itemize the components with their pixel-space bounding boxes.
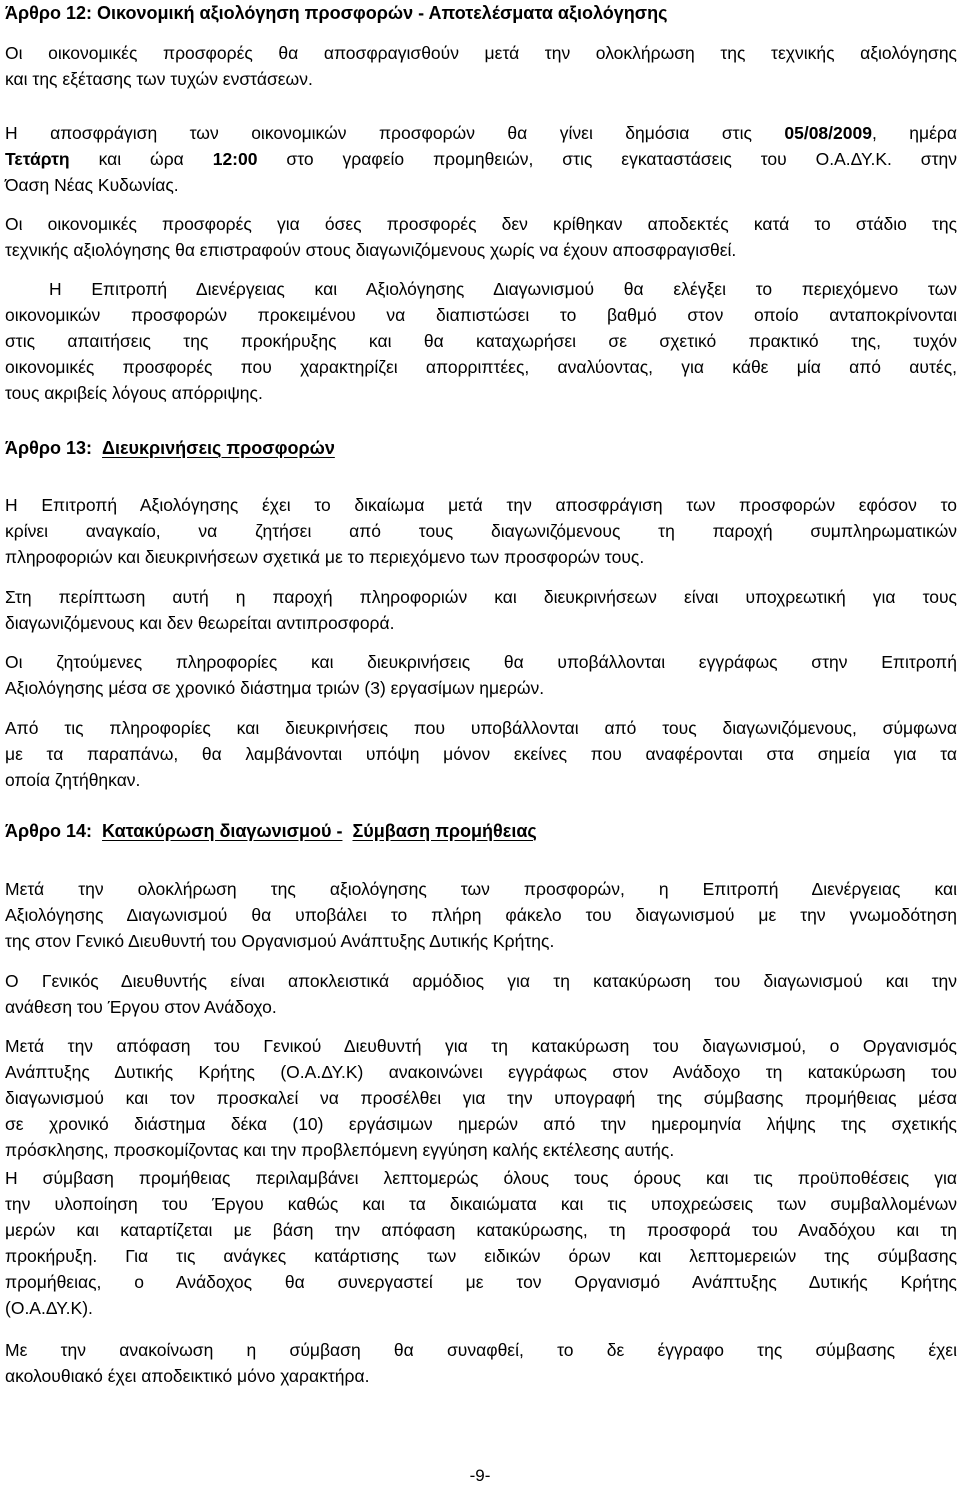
text-line (5, 120, 957, 146)
page-number: -9- (469, 1466, 491, 1485)
text-line: κρίνει αναγκαίο, να ζητήσει από τους διαγωνιζόμενους τη παροχή συμπληρωματικών (5, 521, 957, 541)
text-line: οποία ζητήθηκαν. (5, 770, 141, 790)
text-line: Η Επιτροπή Αξιολόγησης έχει το δικαίωμα μετά την αποσφράγιση των προσφορών εφόσον το (5, 495, 957, 515)
article-13-paragraph-4 (5, 715, 957, 793)
text-line: Μετά την απόφαση του Γενικού Διευθυντή για τη κατακύρωση του διαγωνισμού, ο Οργανισμός (5, 1036, 957, 1056)
article-14-paragraph-1 (5, 876, 957, 954)
text-line: Η Επιτροπή Διενέργειας και Αξιολόγησης Διαγωνισμού θα ελέγξει το περιεχόμενο των (49, 279, 957, 299)
text-line: Στη περίπτωση αυτή η παροχή πληροφοριών και διευκρινήσεων είναι υποχρεωτική για τους (5, 587, 957, 607)
text-line: τους ακριβείς λόγους απόρριψης. (5, 383, 263, 403)
text-line: Από τις πληροφορίες και διευκρινήσεις που υποβάλλονται από τους διαγωνιζόμενους, σύμφωνα (5, 718, 957, 738)
text-line: και της εξέτασης των τυχών ενστάσεων. (5, 69, 313, 89)
text-line: της στον Γενικό Διευθυντή του Οργανισμού Ανάπτυξης Δυτικής Κρήτης. (5, 931, 555, 951)
heading-title: Κατακύρωση διαγωνισμού - (102, 821, 343, 841)
text-fragment: , ημέρα (871, 123, 957, 143)
text-line: προκήρυξη. Για τις ανάγκες κατάρτισης των ειδικών όρων και λεπτομερειών της σύμβασης (5, 1246, 957, 1266)
text-line: Ανάπτυξης Δυτικής Κρήτης (Ο.Α.ΔΥ.Κ) ανακοινώνει εγγράφως στον Ανάδοχο τη κατακύρωση του (5, 1062, 957, 1082)
text-line: στις απαιτήσεις της προκήρυξης και θα καταχωρήσει σε σχετικό πρακτικό της, τυχόν (5, 331, 957, 351)
heading-prefix: Άρθρο 14: (5, 821, 93, 841)
opening-time: 12:00 (212, 149, 258, 169)
article-12-paragraph-1 (5, 40, 957, 92)
text-fragment: στο γραφείο προμηθειών, στις εγκαταστάσεις του Ο.Α.ΔΥ.Κ. στην (257, 149, 957, 169)
article-14-heading (5, 818, 957, 844)
article-12-paragraph-4 (5, 276, 957, 406)
text-line: ανάθεση του Έργου στον Ανάδοχο. (5, 997, 277, 1017)
article-14-paragraph-4 (5, 1165, 957, 1321)
text-line: ακολουθιακό έχει αποδεικτικό μόνο χαρακτήρα. (5, 1366, 370, 1386)
text-line: Η σύμβαση προμήθειας περιλαμβάνει λεπτομερώς όλους τους όρους και τις προϋποθέσεις για (5, 1168, 957, 1188)
text-line: Οι οικονομικές προσφορές θα αποσφραγισθούν μετά την ολοκλήρωση της τεχνικής αξιολόγησης (5, 43, 957, 63)
text-line: με τα παραπάνω, θα λαμβάνονται υπόψη μόνον εκείνες που αναφέρονται στα σημεία για τα (5, 744, 957, 764)
text-line: τεχνικής αξιολόγησης θα επιστραφούν στους διαγωνιζόμενους χωρίς να έχουν αποσφραγισθεί. (5, 240, 737, 260)
text-line: Αξιολόγησης μέσα σε χρονικό διάστημα τριών (3) εργασίμων ημερών. (5, 678, 545, 698)
heading-title: Διευκρινήσεις προσφορών (102, 438, 335, 458)
text-line: την υλοποίηση του Έργου καθώς και τα δικαιώματα και τις υποχρεώσεις των συμβαλλομένων (5, 1194, 957, 1214)
article-12-paragraph-2 (5, 120, 957, 198)
text-line: οικονομικών προσφορών προκειμένου να διαπιστώσει το βαθμό στον οποίο ανταποκρίνονται (5, 305, 957, 325)
article-14-paragraph-3 (5, 1033, 957, 1163)
text-fragment: Η αποσφράγιση των οικονομικών προσφορών θα γίνει δημόσια στις (5, 123, 785, 143)
text-line: διαγωνιζόμενους και δεν θεωρείται αντιπροσφορά. (5, 613, 395, 633)
text-line: διαγωνισμού και τον προσκαλεί να προσέλθει για την υπογραφή της σύμβασης προμήθειας μέσα (5, 1088, 957, 1108)
text-line: σε χρονικό διάστημα δέκα (10) εργάσιμων ημερών από την ημερομηνία λήψης της σχετικής (5, 1114, 957, 1134)
text-line: Οι ζητούμενες πληροφορίες και διευκρινήσεις θα υποβάλλονται εγγράφως στην Επιτροπή (5, 652, 957, 672)
text-line: (Ο.Α.ΔΥ.Κ). (5, 1298, 93, 1318)
text-line: πληροφοριών και διευκρινήσεων σχετικά με το περιεχόμενο των προσφορών τους. (5, 547, 645, 567)
text-fragment: και ώρα (69, 149, 213, 169)
text-line: προμήθειας, ο Ανάδοχος θα συνεργαστεί με τον Οργανισμό Ανάπτυξης Δυτικής Κρήτης (5, 1272, 957, 1292)
article-14-paragraph-5 (5, 1337, 957, 1389)
text-line: Αξιολόγησης Διαγωνισμού θα υποβάλει το πλήρη φάκελο του διαγωνισμού με την γνωμοδότηση (5, 905, 957, 925)
text-line: μερών και καταρτίζεται με βάση την απόφαση κατακύρωσης, τη προσφορά του Αναδόχου και τη (5, 1220, 957, 1240)
text-line: οικονομικές προσφορές που χαρακτηρίζει απορριπτέες, αναλύοντας, για κάθε μία από αυτές, (5, 357, 957, 377)
text-line: Όαση Νέας Κυδωνίας. (5, 175, 179, 195)
article-12-heading: Άρθρο 12: Οικονομική αξιολόγηση προσφορών - Αποτελέσματα αξιολόγησης (5, 3, 668, 23)
article-13-paragraph-2 (5, 584, 957, 636)
heading-prefix: Άρθρο 13: (5, 438, 93, 458)
text-line (5, 146, 957, 172)
heading-title: Σύμβαση προμήθειας (352, 821, 537, 841)
opening-date: 05/08/2009 (784, 123, 872, 143)
article-12-paragraph-3 (5, 211, 957, 263)
text-line: Ο Γενικός Διευθυντής είναι αποκλειστικά αρμόδιος για τη κατακύρωση του διαγωνισμού και την (5, 971, 957, 991)
text-line: Μετά την ολοκλήρωση της αξιολόγησης των προσφορών, η Επιτροπή Διενέργειας και (5, 879, 957, 899)
text-line: Με την ανακοίνωση η σύμβαση θα συναφθεί, το δε έγγραφο της σύμβασης έχει (5, 1340, 957, 1360)
text-line: πρόσκλησης, προσκομίζοντας και την προβλεπόμενη εγγύηση καλής εκτέλεσης αυτής. (5, 1140, 675, 1160)
article-13-paragraph-1 (5, 492, 957, 570)
opening-day: Τετάρτη (5, 149, 70, 169)
text-line: Οι οικονομικές προσφορές για όσες προσφορές δεν κρίθηκαν αποδεκτές κατά το στάδιο της (5, 214, 957, 234)
article-13-heading (5, 435, 957, 461)
article-13-paragraph-3 (5, 649, 957, 701)
article-14-paragraph-2 (5, 968, 957, 1020)
